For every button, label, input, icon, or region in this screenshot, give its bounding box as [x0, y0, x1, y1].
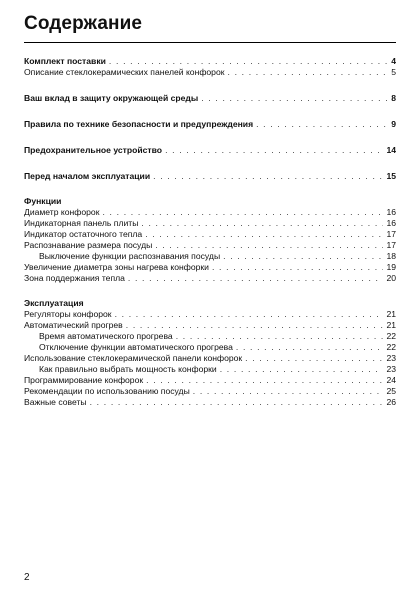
toc-entry-page: 16: [386, 218, 396, 228]
dot-leader: [126, 320, 384, 331]
toc-entry[interactable]: [24, 273, 396, 284]
dot-leader: [90, 397, 384, 408]
dot-leader: [220, 364, 384, 375]
dot-leader: [155, 240, 383, 251]
toc-entry-label: Увеличение диаметра зоны нагрева конфорки: [24, 262, 209, 272]
dot-leader: [102, 207, 383, 218]
toc-entry-page: 22: [386, 342, 396, 352]
dot-leader: [165, 145, 383, 156]
toc-entry-page: 17: [386, 229, 396, 239]
toc-entry[interactable]: [24, 397, 396, 408]
toc-entry-label: Распознавание размера посуды: [24, 240, 153, 250]
dot-leader: [145, 229, 383, 240]
dot-leader: [176, 331, 384, 342]
dot-leader: [115, 309, 384, 320]
toc-subentry[interactable]: [24, 251, 396, 262]
toc-entry-label: Регуляторы конфорок: [24, 309, 112, 319]
toc-entry-label: Индикатор остаточного тепла: [24, 229, 143, 239]
section-heading-functions: Функции: [24, 196, 62, 206]
page-title: Содержание: [24, 13, 143, 34]
toc-entry[interactable]: [24, 309, 396, 320]
dot-leader: [223, 251, 383, 262]
toc-entry[interactable]: [24, 207, 396, 218]
toc-entry[interactable]: [24, 320, 396, 331]
toc-subentry[interactable]: [24, 364, 396, 375]
dot-leader: [212, 262, 383, 273]
dot-leader: [153, 171, 383, 182]
toc-entry-safety-device[interactable]: [24, 145, 396, 156]
toc-entry[interactable]: [24, 229, 396, 240]
dot-leader: [193, 386, 384, 397]
toc-entry[interactable]: [24, 386, 396, 397]
toc-entry-label: Ваш вклад в защиту окружающей среды: [24, 93, 199, 103]
toc-entry-label: Перед началом эксплуатации: [24, 171, 151, 181]
toc-entry-page: 15: [386, 171, 396, 181]
toc-entry-label: Предохранительное устройство: [24, 145, 163, 155]
toc-entry-page: 26: [386, 397, 396, 407]
toc-entry-safety[interactable]: [24, 119, 396, 130]
toc-entry-page: 4: [391, 56, 396, 66]
dot-leader: [109, 56, 388, 67]
toc-entry-label: Как правильно выбрать мощность конфорки: [39, 364, 217, 374]
toc-entry-panel-description[interactable]: [24, 67, 396, 78]
toc-entry-page: 24: [386, 375, 396, 385]
toc-entry-label: Важные советы: [24, 397, 87, 407]
toc-entry-page: 18: [386, 251, 396, 261]
toc-entry[interactable]: [24, 375, 396, 386]
dot-leader: [236, 342, 384, 353]
toc-entry-label: Комплект поставки: [24, 56, 106, 66]
dot-leader: [141, 218, 383, 229]
toc-subentry[interactable]: [24, 342, 396, 353]
toc-entry-label: Использование стеклокерамической панели конфорок: [24, 353, 243, 363]
toc-entry-page: 21: [386, 309, 396, 319]
toc-entry-label: Отключение функции автоматического прогрева: [39, 342, 233, 352]
toc-entry-label: Время автоматического прогрева: [39, 331, 173, 341]
toc-entry-environment[interactable]: [24, 93, 396, 104]
section-heading-operation: Эксплуатация: [24, 298, 84, 308]
toc-entry[interactable]: [24, 353, 396, 364]
toc-entry-label: Выключение функции распознавания посуды: [39, 251, 221, 261]
toc-entry-page: 5: [391, 67, 396, 77]
toc-entry-before-use[interactable]: [24, 171, 396, 182]
toc-entry-page: 21: [386, 320, 396, 330]
toc-entry-delivery-kit[interactable]: [24, 56, 396, 67]
dot-leader: [128, 273, 384, 284]
dot-leader: [256, 119, 388, 130]
page-number: 2: [24, 572, 30, 583]
toc-entry[interactable]: [24, 262, 396, 273]
toc-entry-label: Описание стеклокерамических панелей конфорок: [24, 67, 225, 77]
toc-subentry[interactable]: [24, 331, 396, 342]
dot-leader: [201, 93, 388, 104]
toc-entry-label: Диаметр конфорок: [24, 207, 100, 217]
toc-entry[interactable]: [24, 218, 396, 229]
title-divider: [24, 42, 396, 43]
toc-entry-label: Зона поддержания тепла: [24, 273, 125, 283]
toc-entry[interactable]: [24, 240, 396, 251]
dot-leader: [146, 375, 383, 386]
toc-entry-page: 22: [386, 331, 396, 341]
toc-entry-page: 20: [386, 273, 396, 283]
toc-entry-page: 8: [391, 93, 396, 103]
toc-entry-page: 14: [386, 145, 396, 155]
toc-entry-page: 23: [386, 353, 396, 363]
toc-entry-page: 16: [386, 207, 396, 217]
toc-entry-page: 19: [386, 262, 396, 272]
toc-entry-label: Рекомендации по использованию посуды: [24, 386, 190, 396]
toc-entry-page: 17: [386, 240, 396, 250]
toc-entry-label: Индикаторная панель плиты: [24, 218, 139, 228]
toc-entry-label: Автоматический прогрев: [24, 320, 123, 330]
toc-entry-page: 23: [386, 364, 396, 374]
toc-entry-label: Правила по технике безопасности и предупреждения: [24, 119, 254, 129]
table-of-contents: [24, 56, 396, 408]
toc-entry-page: 9: [391, 119, 396, 129]
toc-entry-page: 25: [386, 386, 396, 396]
dot-leader: [228, 67, 389, 78]
dot-leader: [245, 353, 383, 364]
toc-entry-label: Программирование конфорок: [24, 375, 144, 385]
